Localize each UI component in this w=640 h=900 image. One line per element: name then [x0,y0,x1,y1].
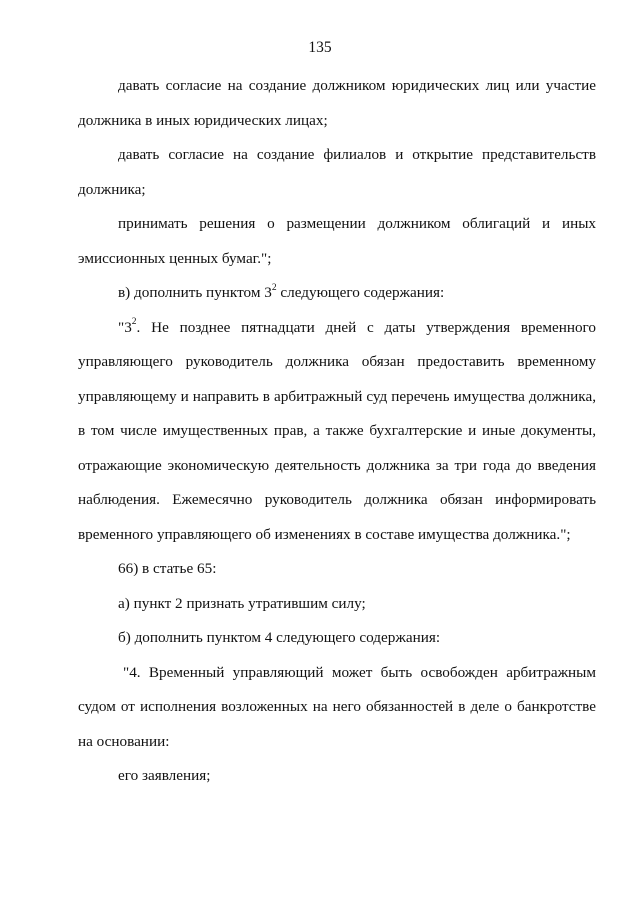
text-line-content: давать согласие на создание филиалов и открытие представительств [118,146,596,163]
text-line [78,214,596,249]
text-line-content: на основании: [78,732,170,750]
text-line-content: должника; [78,180,146,198]
text-line-content: временного управляющего об изменениях в составе имущества должника."; [78,525,571,543]
text-line-content: давать согласие на создание должником юридических лиц или участие [118,77,596,94]
text-line-content: принимать решения о размещении должником облигаций и иных [118,215,596,232]
text-line-continuation: . Не позднее пятнадцати дней с даты утверждения временного [136,318,596,336]
document-body [78,76,596,801]
text-line-content: "4. Временный управляющий может быть освобожден арбитражным [123,663,596,681]
text-line [78,594,596,629]
text-line [78,490,596,525]
page-number: 135 [308,39,332,56]
text-line [78,628,596,663]
text-line [78,559,596,594]
text-line [78,387,596,422]
text-line-content: должника в иных юридических лицах; [78,111,328,129]
text-line [78,456,596,491]
text-line [78,111,596,146]
text-line [78,663,596,698]
text-line [78,249,596,284]
text-line-content: а) пункт 2 признать утратившим силу; [118,594,366,612]
text-line [78,421,596,456]
text-line [78,283,596,318]
text-line-content: наблюдения. Ежемесячно руководитель должника обязан информировать [78,491,596,508]
text-line-content: "3 [118,318,132,336]
text-line [78,697,596,732]
text-line [78,180,596,215]
text-line [78,352,596,387]
text-line [78,76,596,111]
text-line [78,145,596,180]
text-line [78,732,596,767]
text-line-content: б) дополнить пунктом 4 следующего содержания: [118,629,441,646]
text-line-content: в том числе имущественных прав, а также бухгалтерские и иные документы, [78,422,596,439]
text-line [78,318,596,353]
text-line [78,766,596,801]
text-line-content: судом от исполнения возложенных на него обязанностей в деле о банкротстве [78,698,596,715]
text-line [78,525,596,560]
text-line-content: управляющему и направить в арбитражный суд перечень имущества должника, [78,387,596,405]
text-line-continuation: следующего содержания: [276,284,445,301]
text-line-content: его заявления; [118,767,211,784]
text-line-content: отражающие экономическую деятельность должника за три года до введения [78,456,596,474]
text-line-content: эмиссионных ценных бумаг."; [78,249,272,267]
text-line-content: 66) в статье 65: [118,560,217,577]
text-line-content: в) дополнить пунктом 3 [118,284,272,301]
text-line-content: управляющего руководитель должника обязан предоставить временному [78,353,596,370]
superscript: 2 [131,317,137,328]
superscript: 2 [271,282,277,293]
